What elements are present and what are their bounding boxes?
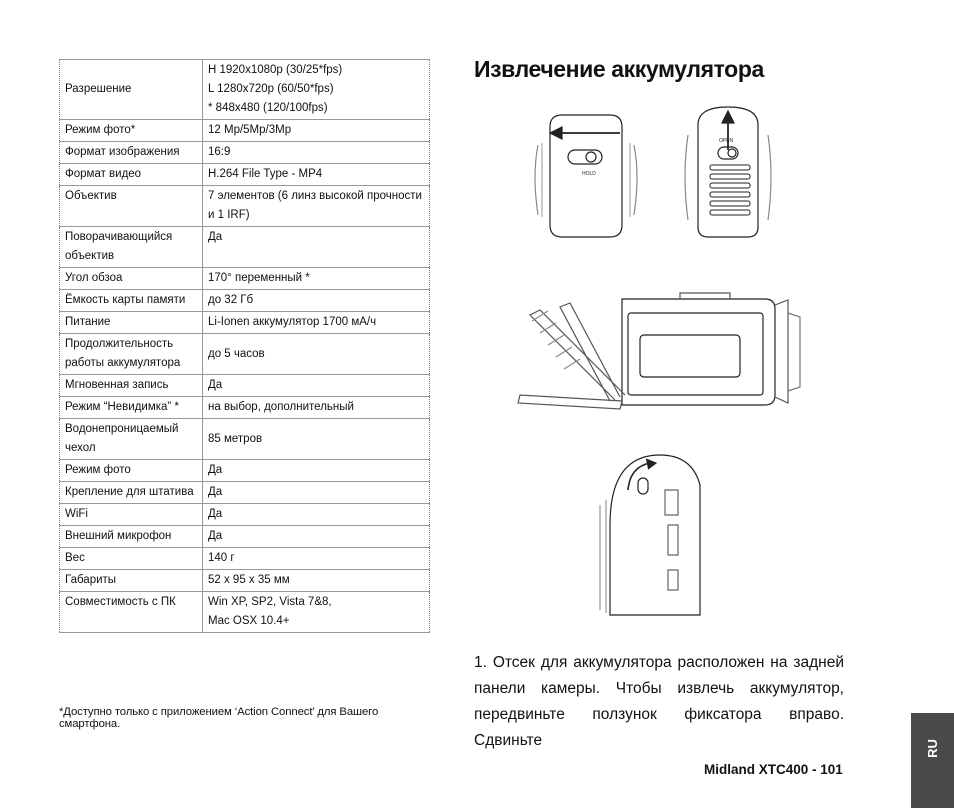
spec-label: Формат изображения <box>60 142 203 164</box>
table-row <box>60 164 430 186</box>
spec-value: H.264 File Type - MP4 <box>203 164 430 186</box>
spec-label: Поворачивающийся объектив <box>60 227 203 268</box>
spec-label: Продолжительность работы аккумулятора <box>60 334 203 375</box>
spec-value: 52 x 95 x 35 мм <box>203 570 430 592</box>
spec-label: Крепление для штатива <box>60 482 203 504</box>
table-row <box>60 460 430 482</box>
language-label: RU <box>924 739 940 758</box>
specs-table <box>59 59 430 633</box>
spec-value: 7 элементов (6 линз высокой прочности и 1 IRF) <box>203 186 430 227</box>
spec-label: Режим фото <box>60 460 203 482</box>
spec-label: Внешний микрофон <box>60 526 203 548</box>
spec-value: до 5 часов <box>203 334 430 375</box>
spec-value: Да <box>203 227 430 268</box>
spec-value: 16:9 <box>203 142 430 164</box>
battery-door-figure <box>518 293 800 409</box>
camera-back-figure <box>535 115 637 237</box>
table-row <box>60 142 430 164</box>
instruction-paragraph: 1. Отсек для аккумулятора расположен на задней панели камеры. Чтобы извлечь аккумулятор, передвиньте ползунок фиксатора вправо. Сдвиньте <box>474 654 844 749</box>
spec-label: Совместимость с ПК <box>60 592 203 633</box>
table-row <box>60 375 430 397</box>
table-row <box>60 419 430 460</box>
spec-value: Да <box>203 460 430 482</box>
page-number: Midland XTC400 - 101 <box>704 762 843 777</box>
spec-value: 12 Mp/5Mp/3Mp <box>203 120 430 142</box>
spec-label: Вес <box>60 548 203 570</box>
table-row <box>60 268 430 290</box>
table-row <box>60 120 430 142</box>
footnote: *Доступно только с приложением ‘Action Connect’ для Вашего смартфона. <box>59 706 379 730</box>
table-row <box>60 504 430 526</box>
spec-label: Режим фото* <box>60 120 203 142</box>
spec-value: Да <box>203 504 430 526</box>
spec-value: Да <box>203 482 430 504</box>
table-row <box>60 592 430 633</box>
table-row <box>60 312 430 334</box>
spec-value: 140 г <box>203 548 430 570</box>
hold-label: HOLD <box>582 171 596 177</box>
table-row <box>60 290 430 312</box>
camera-rotate-figure <box>600 455 700 615</box>
spec-value: на выбор, дополнительный <box>203 397 430 419</box>
table-row <box>60 526 430 548</box>
battery-illustrations <box>470 95 810 625</box>
spec-label: Объектив <box>60 186 203 227</box>
table-row <box>60 570 430 592</box>
spec-value: 85 метров <box>203 419 430 460</box>
spec-label: Габариты <box>60 570 203 592</box>
language-tab <box>911 713 954 808</box>
spec-value: до 32 Гб <box>203 290 430 312</box>
table-row <box>60 482 430 504</box>
section-title: Извлечение аккумулятора <box>474 56 764 82</box>
table-row <box>60 397 430 419</box>
open-label: OPEN <box>719 138 734 144</box>
spec-label: Режим “Невидимка” * <box>60 397 203 419</box>
table-row <box>60 186 430 227</box>
spec-label: Разрешение <box>60 60 203 120</box>
spec-label: Угол обзоа <box>60 268 203 290</box>
spec-label: Водонепроницаемый чехол <box>60 419 203 460</box>
spec-value: Да <box>203 375 430 397</box>
spec-value: Li-Ionen аккумулятор 1700 мА/ч <box>203 312 430 334</box>
spec-label: WiFi <box>60 504 203 526</box>
spec-label: Ёмкость карты памяти <box>60 290 203 312</box>
spec-value: 170° переменный * <box>203 268 430 290</box>
camera-open-figure <box>685 107 771 237</box>
spec-value: Да <box>203 526 430 548</box>
spec-value: Win XP, SP2, Vista 7&8, Mac OSX 10.4+ <box>203 592 430 633</box>
spec-label: Питание <box>60 312 203 334</box>
table-row <box>60 60 430 120</box>
spec-label: Мгновенная запись <box>60 375 203 397</box>
spec-label: Формат видео <box>60 164 203 186</box>
spec-value: H 1920x1080p (30/25*fps) L 1280x720p (60/50*fps) * 848x480 (120/100fps) <box>203 60 430 120</box>
table-row <box>60 227 430 268</box>
table-row <box>60 334 430 375</box>
table-row <box>60 548 430 570</box>
